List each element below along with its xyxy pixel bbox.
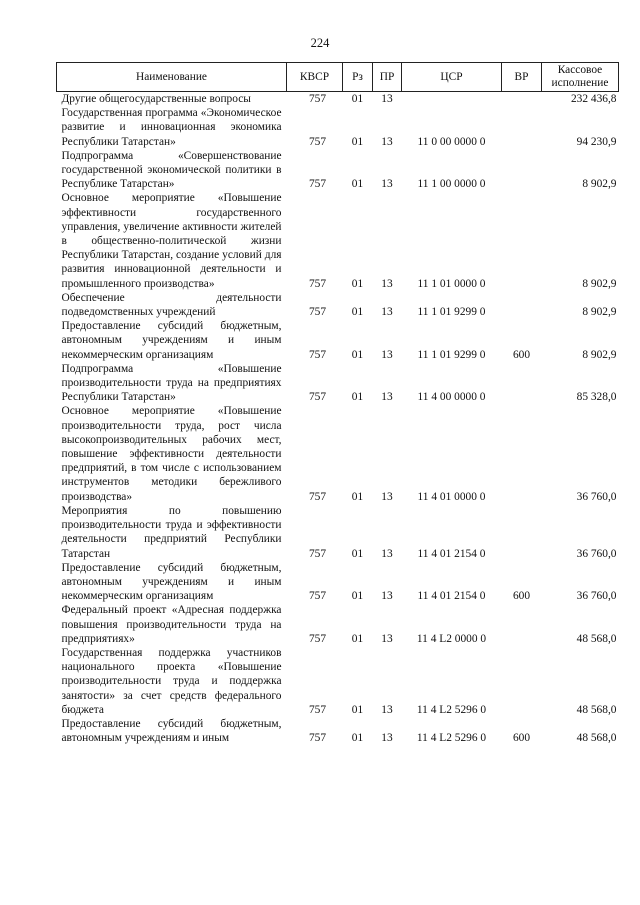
row-vr — [502, 149, 542, 192]
row-sum: 36 760,0 — [576, 590, 617, 603]
table-row — [57, 106, 619, 149]
header-vr: ВР — [502, 63, 542, 92]
row-vr — [502, 191, 542, 290]
row-rz: 01 — [351, 277, 364, 290]
row-pr: 13 — [381, 93, 393, 105]
row-name: Предоставление субсидий бюджетным, автономным учреждениям и иным некоммерческим организациям — [61, 561, 282, 603]
header-sum: Кассовое исполнение — [542, 63, 619, 92]
row-kvsr: 757 — [308, 135, 327, 148]
row-csr: 11 4 01 2154 0 — [417, 590, 486, 603]
row-rz: 01 — [351, 732, 364, 745]
row-kvsr: 757 — [308, 703, 327, 716]
row-sum: 94 230,9 — [576, 135, 617, 148]
budget-table — [56, 62, 619, 745]
row-vr: 600 — [512, 348, 531, 361]
row-name: Подпрограмма «Совершенствование государственной экономической политики в Республике Татарстан» — [61, 149, 282, 191]
row-name: Предоставление субсидий бюджетным, автономным учреждениям и иным — [61, 717, 282, 745]
row-sum: 8 902,9 — [582, 348, 617, 361]
row-csr: 11 4 L2 5296 0 — [416, 703, 487, 716]
table-row — [57, 504, 619, 561]
row-rz: 01 — [351, 703, 364, 716]
row-kvsr: 757 — [308, 632, 327, 645]
row-vr — [502, 504, 542, 561]
row-vr: 600 — [512, 732, 531, 745]
header-pr: ПР — [373, 63, 402, 92]
row-sum: 8 902,9 — [582, 306, 617, 319]
row-pr: 13 — [381, 590, 393, 603]
row-csr: 11 0 00 0000 0 — [417, 135, 486, 148]
row-name: Федеральный проект «Адресная поддержка повышения производительности труда на предприятиях» — [61, 604, 282, 645]
row-pr: 13 — [381, 547, 393, 560]
table-row — [57, 362, 619, 405]
row-sum: 8 902,9 — [582, 277, 617, 290]
row-rz: 01 — [351, 391, 364, 404]
row-csr: 11 4 01 0000 0 — [417, 490, 486, 503]
row-csr: 11 4 L2 0000 0 — [416, 632, 487, 645]
row-vr: 600 — [512, 590, 531, 603]
row-rz: 01 — [351, 306, 364, 319]
row-csr: 11 1 01 9299 0 — [417, 348, 486, 361]
row-kvsr: 757 — [308, 490, 327, 503]
row-name: Другие общегосударственные вопросы — [61, 93, 251, 105]
table-header — [57, 63, 619, 92]
table-row — [57, 291, 619, 319]
row-vr — [502, 646, 542, 717]
row-csr: 11 1 01 9299 0 — [417, 306, 486, 319]
header-rz: Рз — [343, 63, 373, 92]
row-csr: 11 1 00 0000 0 — [417, 178, 486, 191]
row-rz: 01 — [351, 93, 364, 105]
row-sum: 48 568,0 — [576, 732, 617, 745]
row-csr: 11 4 L2 5296 0 — [416, 732, 487, 745]
row-name: Обеспечение деятельности подведомственных учреждений — [61, 291, 282, 319]
row-pr: 13 — [381, 135, 393, 148]
row-sum: 36 760,0 — [576, 547, 617, 560]
table-row — [57, 603, 619, 646]
header-name: Наименование — [57, 63, 287, 92]
row-pr: 13 — [381, 178, 393, 191]
table-row — [57, 717, 619, 745]
row-name: Мероприятия по повышению производительности труда и эффективности деятельности предприятий Республики Татарстан — [61, 504, 282, 560]
table-row — [57, 561, 619, 604]
header-row — [57, 63, 619, 92]
row-pr: 13 — [381, 732, 393, 745]
row-kvsr: 757 — [308, 277, 327, 290]
row-pr: 13 — [381, 632, 393, 645]
row-sum: 8 902,9 — [582, 178, 617, 191]
row-csr — [402, 92, 502, 107]
table-row — [57, 646, 619, 717]
table-row — [57, 191, 619, 290]
row-rz: 01 — [351, 490, 364, 503]
row-name: Предоставление субсидий бюджетным, автономным учреждениям и иным некоммерческим организациям — [61, 320, 282, 361]
row-name: Основное мероприятие «Повышение производительности труда, рост числа высокопроизводительных рабочих мест, повышение эффективности деятельности предприятий, в том числе с использованием инструментов методики бережливого производства» — [61, 405, 282, 503]
row-vr — [502, 92, 542, 107]
row-kvsr: 757 — [308, 348, 327, 361]
row-rz: 01 — [351, 135, 364, 148]
row-name: Подпрограмма «Повышение производительности труда на предприятиях Республики Татарстан» — [61, 362, 282, 404]
row-name: Государственная программа «Экономическое развитие и инновационная экономика Республики Татарстан» — [61, 107, 282, 148]
row-rz: 01 — [351, 178, 364, 191]
header-kvsr: КВСР — [287, 63, 343, 92]
row-pr: 13 — [381, 348, 393, 361]
row-pr: 13 — [381, 490, 393, 503]
row-csr: 11 4 01 2154 0 — [417, 547, 486, 560]
table-row — [57, 92, 619, 107]
row-pr: 13 — [381, 703, 393, 716]
row-rz: 01 — [351, 348, 364, 361]
row-sum: 48 568,0 — [576, 703, 617, 716]
row-kvsr: 757 — [308, 547, 327, 560]
row-rz: 01 — [351, 590, 364, 603]
row-vr — [502, 362, 542, 405]
table-row — [57, 149, 619, 192]
row-name: Основное мероприятие «Повышение эффективности государственного управления, увеличение активности жителей в общественно-политической жизни Республики Татарстан, создание условий для развития инновационной деятельности и промышленного производства» — [61, 192, 282, 290]
row-csr: 11 1 01 0000 0 — [417, 277, 486, 290]
row-pr: 13 — [381, 306, 393, 319]
row-csr: 11 4 00 0000 0 — [417, 391, 486, 404]
row-rz: 01 — [351, 632, 364, 645]
row-kvsr: 757 — [308, 306, 327, 319]
row-name: Государственная поддержка участников национального проекта «Повышение производительности труда и поддержка занятости» за счет средств федерального бюджета — [61, 646, 282, 716]
row-vr — [502, 603, 542, 646]
row-sum: 232 436,8 — [570, 93, 617, 105]
row-sum: 48 568,0 — [576, 632, 617, 645]
table-row — [57, 319, 619, 362]
row-sum: 85 328,0 — [576, 391, 617, 404]
table-row — [57, 404, 619, 503]
row-pr: 13 — [381, 391, 393, 404]
row-kvsr: 757 — [308, 732, 327, 745]
row-vr — [502, 106, 542, 149]
header-csr: ЦСР — [402, 63, 502, 92]
row-sum: 36 760,0 — [576, 490, 617, 503]
row-kvsr: 757 — [308, 391, 327, 404]
row-kvsr: 757 — [308, 590, 327, 603]
row-pr: 13 — [381, 277, 393, 290]
row-rz: 01 — [351, 547, 364, 560]
row-vr — [502, 291, 542, 319]
row-kvsr: 757 — [308, 93, 327, 105]
row-vr — [502, 404, 542, 503]
row-kvsr: 757 — [308, 178, 327, 191]
table-body — [57, 92, 619, 746]
page-number: 224 — [310, 36, 330, 50]
